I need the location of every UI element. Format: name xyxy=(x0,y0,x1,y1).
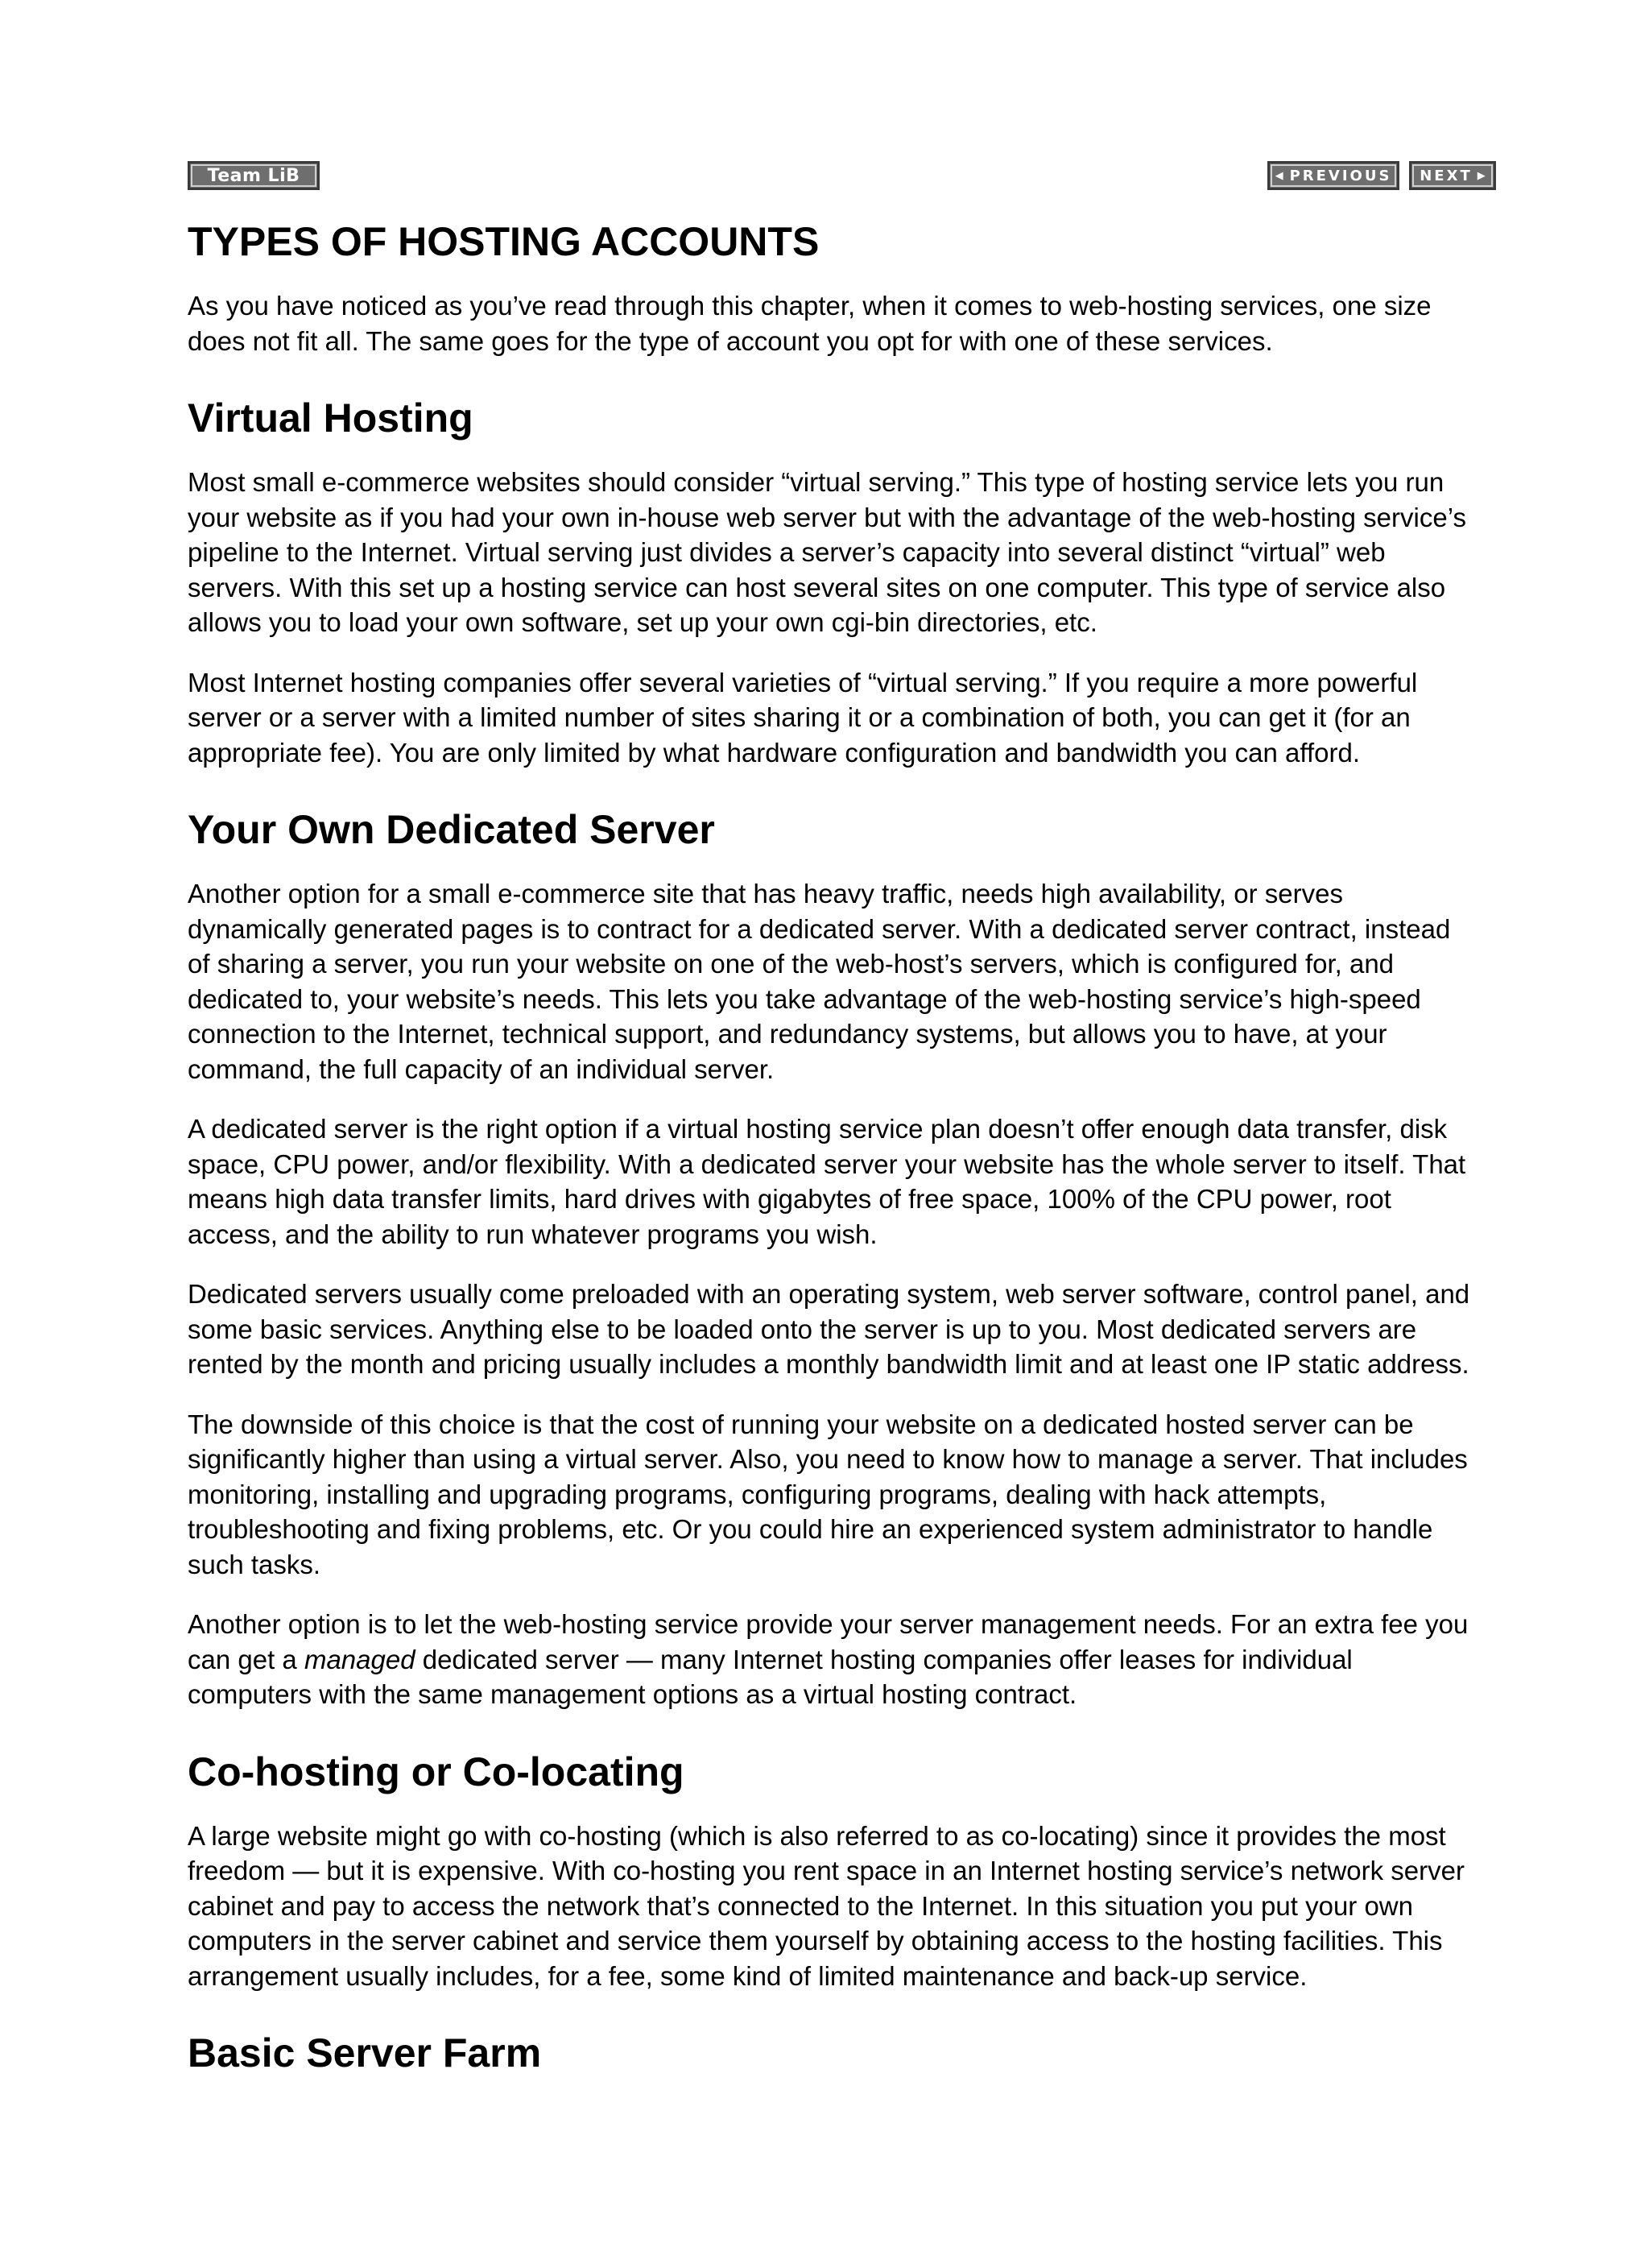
paragraph-text: Another option is to let the web-hosting service provide your server management needs. For an extra fee you can get a xyxy=(188,1609,1469,1674)
page-title: TYPES OF HOSTING ACCOUNTS xyxy=(188,219,820,264)
virtual-hosting-paragraph-2: Most Internet hosting companies offer several varieties of “virtual serving.” If you require a more powerful server or a server with a limited number of sites sharing it or a combination of both, you can get it (for an appropriate fee). You are only limited by what hardware configuration and bandwidth you can afford. xyxy=(188,667,1418,768)
virtual-hosting-paragraph-1: Most small e-commerce websites should consider “virtual serving.” This type of hosting service lets you run your website as if you had your own in-house web server but with the advantage of the web-hosting service’s pipeline to the Internet. Virtual serving just divides a server’s capacity into several distinct “virtual” web servers. With this set up a hosting service can host several sites on one computer. This type of service also allows you to load your own software, set up your own cgi-bin directories, etc. xyxy=(188,467,1466,637)
managed-emphasis: managed xyxy=(304,1644,415,1674)
dedicated-server-paragraph-3: Dedicated servers usually come preloaded with an operating system, web server software, control panel, and some basic services. Anything else to be loaded onto the server is up to you. Most dedicated servers are rented by the month and pricing usually includes a monthly bandwidth limit and at least one IP static address. xyxy=(188,1279,1470,1379)
co-hosting-heading: Co-hosting or Co-locating xyxy=(188,1749,684,1794)
next-label: NEXT xyxy=(1420,167,1473,184)
dedicated-server-paragraph-2: A dedicated server is the right option if a virtual hosting service plan doesn’t offer enough data transfer, disk space, CPU power, and/or flexibility. With a dedicated server your website has the whole server to itself. That means high data transfer limits, hard drives with gigabytes of free space, 100% of the CPU power, root access, and the ability to run whatever programs you wish. xyxy=(188,1114,1466,1249)
document-body xyxy=(188,217,1476,2100)
triangle-left-icon: ◀ xyxy=(1275,169,1283,182)
dedicated-server-heading: Your Own Dedicated Server xyxy=(188,807,715,852)
team-lib-button[interactable] xyxy=(188,161,320,190)
paragraph-text: dedicated server — many Internet hosting companies offer leases for individual computers with the same management options as a virtual hosting contract. xyxy=(188,1644,1353,1709)
previous-button[interactable] xyxy=(1267,161,1399,190)
dedicated-server-paragraph-1: Another option for a small e-commerce site that has heavy traffic, needs high availability, or serves dynamically generated pages is to contract for a dedicated server. With a dedicated server contract, instead of sharing a server, you run your website on one of the web-host’s servers, which is configured for, and dedicated to, your website’s needs. This lets you take advantage of the web-hosting service’s high-speed connection to the Internet, technical support, and redundancy systems, but allows you to have, at your command, the full capacity of an individual server. xyxy=(188,879,1451,1084)
team-lib-label: Team LiB xyxy=(207,165,300,186)
triangle-right-icon: ▶ xyxy=(1477,169,1486,182)
server-farm-heading: Basic Server Farm xyxy=(188,2030,542,2076)
co-hosting-paragraph-1: A large website might go with co-hosting (which is also referred to as co-locating) since it provides the most freedom — but it is expensive. With co-hosting you rent space in an Internet hosting service’s network server cabinet and pay to access the network that’s connected to the Internet. In this situation you put your own computers in the server cabinet and service them yourself by obtaining access to the hosting facilities. This arrangement usually includes, for a fee, some kind of limited maintenance and back-up service. xyxy=(188,1820,1465,1991)
previous-label: PREVIOUS xyxy=(1289,167,1392,184)
intro-paragraph: As you have noticed as you’ve read through this chapter, when it comes to web-hosting services, one size does not fit all. The same goes for the type of account you opt for with one of these services. xyxy=(188,291,1432,356)
dedicated-server-paragraph-4: The downside of this choice is that the cost of running your website on a dedicated hosted server can be significantly higher than using a virtual server. Also, you need to know how to manage a server. That includes monitoring, installing and upgrading programs, configuring programs, dealing with hack attempts, troubleshooting and fixing problems, etc. Or you could hire an experienced system administrator to handle such tasks. xyxy=(188,1409,1468,1579)
next-button[interactable] xyxy=(1409,161,1496,190)
dedicated-server-paragraph-5 xyxy=(188,1607,1476,1712)
virtual-hosting-heading: Virtual Hosting xyxy=(188,395,473,441)
